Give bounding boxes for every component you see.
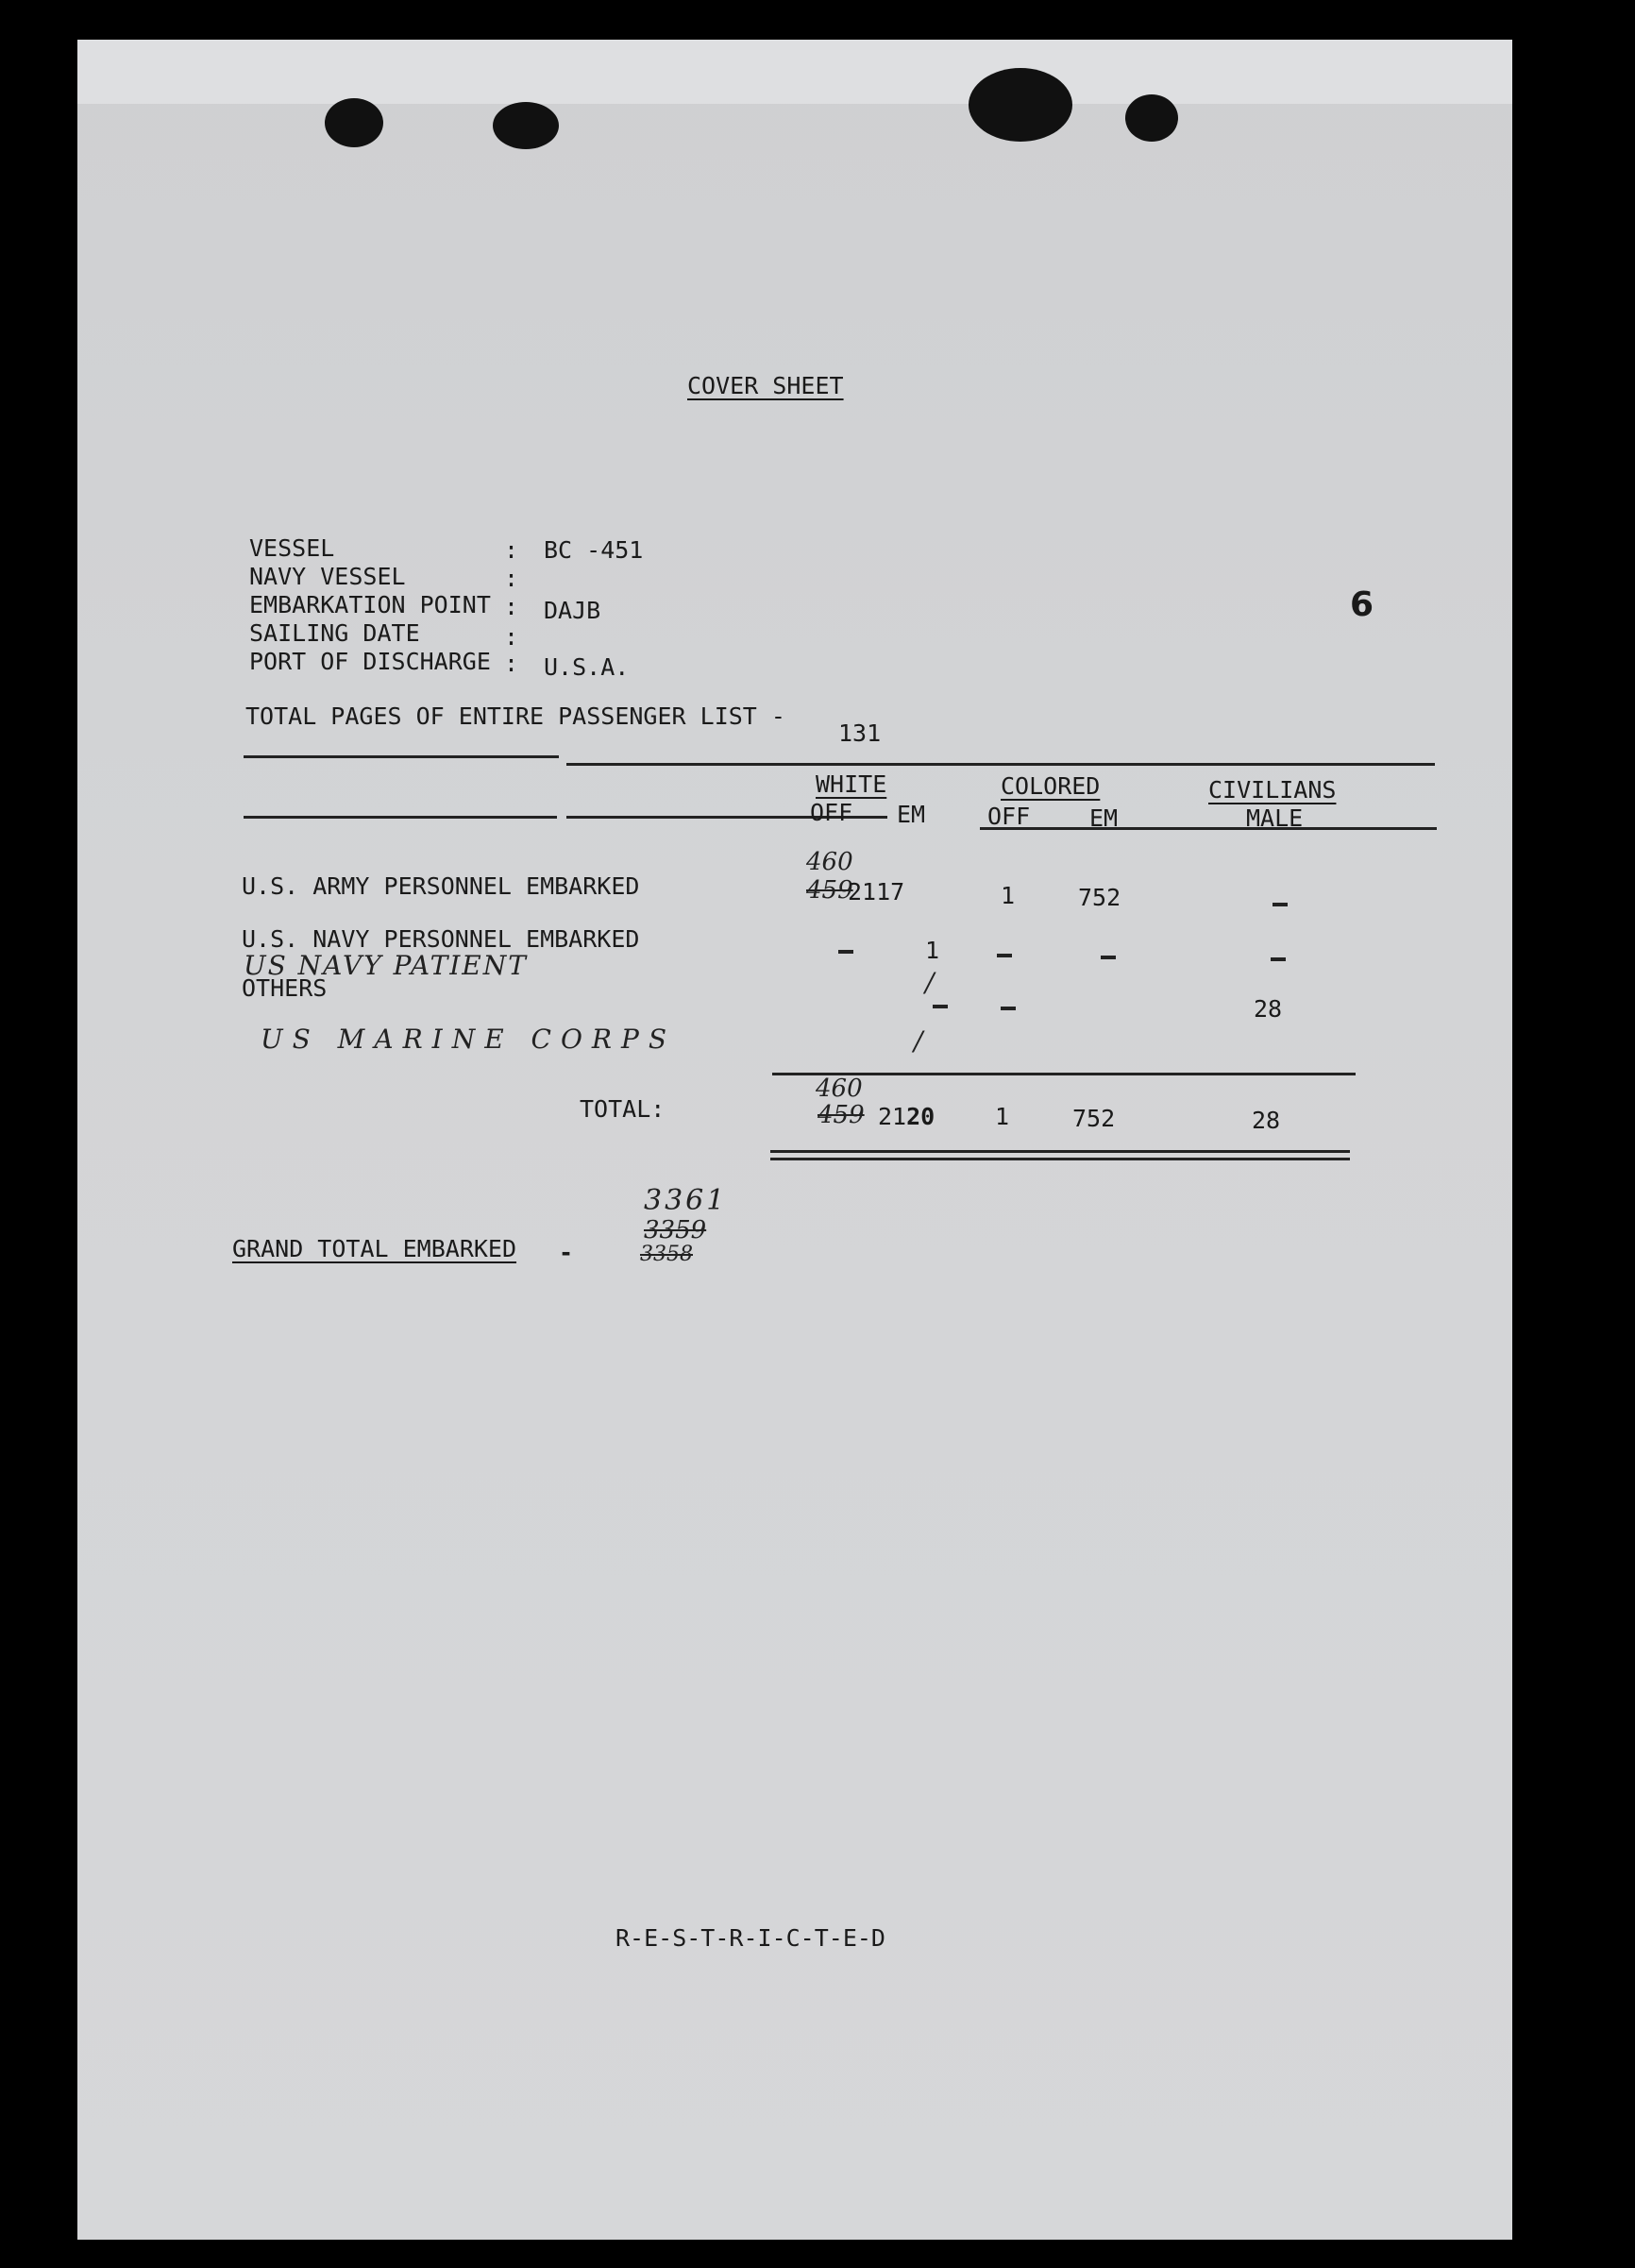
others-em-dash	[933, 1005, 948, 1008]
total-em-suffix: 20	[906, 1103, 935, 1130]
page-number: 6	[1350, 585, 1374, 624]
header-coloured: COLORED	[1001, 772, 1101, 800]
punch-hole	[1125, 94, 1178, 142]
field-label-port-of-discharge: PORT OF DISCHARGE	[249, 648, 491, 675]
army-col-off: 1	[1001, 882, 1016, 909]
field-colon: :	[504, 650, 519, 677]
grand-total-struck-2: 3358	[640, 1243, 693, 1266]
field-label-sailing-date: SAILING DATE	[249, 619, 420, 647]
navy-male-dash	[1271, 957, 1286, 961]
footer-restricted: R-E-S-T-R-I-C-T-E-D	[615, 1924, 885, 1952]
army-male-dash	[1273, 903, 1288, 906]
punch-hole	[493, 102, 559, 149]
field-colon: :	[504, 593, 519, 620]
navy-off-dash	[838, 950, 853, 954]
top-strip	[77, 40, 1512, 104]
header-white: WHITE	[816, 770, 887, 798]
field-value-vessel: BC -451	[544, 536, 644, 564]
total-em-prefix: 21	[878, 1103, 907, 1130]
army-col-em: 752	[1078, 884, 1121, 911]
field-label-navy-vessel: NAVY VESSEL	[249, 563, 406, 590]
army-off-corrected: 460	[806, 848, 853, 876]
field-label-embarkation-point: EMBARKATION POINT	[249, 591, 491, 618]
navy-col-em-dash	[1101, 956, 1116, 959]
total-off-corrected: 460	[816, 1075, 863, 1103]
grand-total-label: GRAND TOTAL EMBARKED	[232, 1235, 517, 1262]
total-col-off: 1	[995, 1103, 1010, 1130]
row-label-navy-patient: US NAVY PATIENT	[244, 950, 528, 981]
table-rule	[244, 816, 557, 819]
others-col-off-dash	[1001, 1007, 1016, 1010]
header-off-coloured: OFF	[987, 803, 1031, 830]
row-label-army: U.S. ARMY PERSONNEL EMBARKED	[242, 872, 640, 900]
field-value-port-of-discharge: U.S.A.	[544, 653, 630, 681]
table-rule	[980, 827, 1437, 830]
row-label-navy: U.S. NAVY PERSONNEL EMBARKED	[242, 925, 640, 953]
field-colon: :	[504, 565, 519, 592]
punch-hole	[325, 98, 383, 147]
double-rule	[770, 1158, 1350, 1160]
double-rule	[770, 1150, 1350, 1153]
field-label-vessel: VESSEL	[249, 534, 335, 562]
row-label-marine-corps: US MARINE CORPS	[261, 1024, 677, 1055]
header-civilians: CIVILIANS	[1208, 776, 1337, 804]
total-off-struck: 459	[818, 1101, 865, 1129]
navy-col-off-dash	[997, 954, 1012, 957]
header-em: EM	[897, 801, 926, 828]
row-label-others: OTHERS	[242, 974, 328, 1002]
document-page	[77, 40, 1512, 2240]
total-male: 28	[1252, 1107, 1281, 1134]
header-off: OFF	[810, 799, 853, 826]
field-value-embarkation-point: DAJB	[544, 597, 601, 624]
army-em: 2117	[848, 878, 905, 906]
header-male: MALE	[1246, 804, 1304, 832]
field-colon: :	[504, 536, 519, 564]
field-colon: :	[504, 623, 519, 651]
punch-hole	[969, 68, 1072, 142]
grand-total-struck-1: 3359	[644, 1216, 707, 1244]
total-pages-label: TOTAL PAGES OF ENTIRE PASSENGER LIST -	[245, 702, 785, 730]
total-pages-value: 131	[838, 719, 882, 747]
page-title: COVER SHEET	[687, 372, 844, 399]
grand-total-dash: -	[559, 1239, 574, 1266]
table-rule	[566, 763, 1435, 766]
table-rule	[244, 755, 559, 758]
navy-em: 1	[925, 937, 940, 964]
navy-patient-em: /	[925, 967, 935, 998]
total-em	[878, 1103, 935, 1130]
total-label: TOTAL:	[580, 1095, 666, 1123]
others-male: 28	[1254, 995, 1283, 1023]
grand-total-final: 3361	[644, 1184, 728, 1217]
army-off-struck: 459	[806, 876, 853, 905]
marine-em: /	[914, 1025, 923, 1057]
total-col-em: 752	[1072, 1105, 1116, 1132]
header-em-coloured: EM	[1089, 804, 1119, 832]
